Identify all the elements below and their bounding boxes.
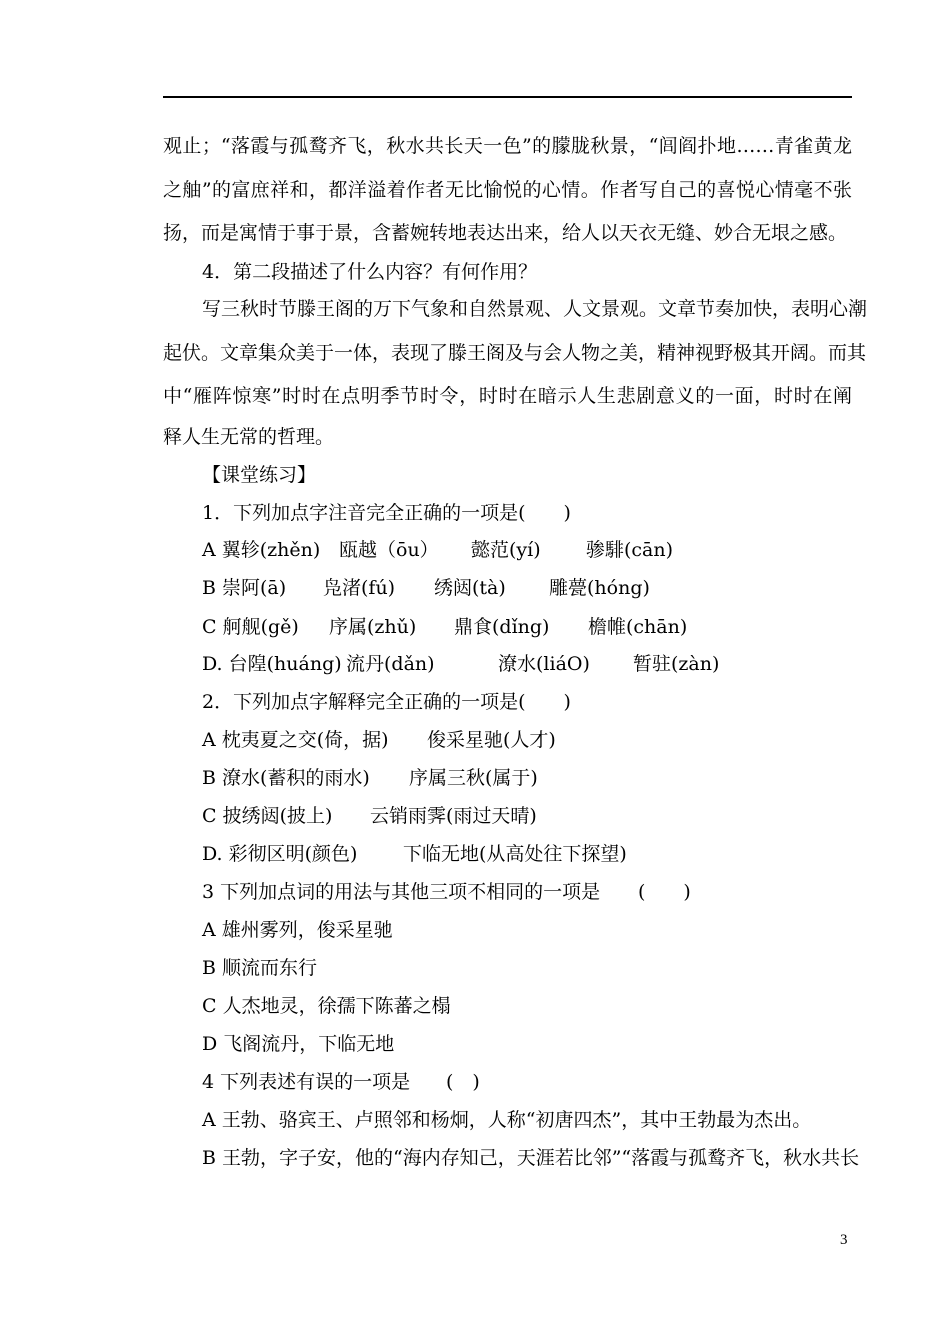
exercise-2-option-a [202, 727, 852, 753]
question-4: 4．第二段描述了什么内容？有何作用？ [202, 261, 538, 283]
exercise-3-option-b: B 顺流而东行 [202, 957, 318, 979]
exercise-4-question [202, 1069, 852, 1095]
option-item: 序属(zhǔ) [329, 616, 417, 638]
exercise-2-option-c [202, 803, 852, 829]
exercise-2-option-d [202, 841, 852, 867]
exercise-3-option-d: D 飞阁流丹，下临无地 [202, 1033, 395, 1055]
option-item: 流丹(dǎn) [346, 653, 435, 675]
answer-line: 之舳”的富庶祥和，都洋溢着作者无比愉悦的心情。作者写自己的喜悦心情毫不张 [163, 179, 852, 201]
question-text: 4 下列表述有误的一项是 [202, 1071, 411, 1093]
answer-bracket: ( ) [446, 1071, 480, 1093]
page-number: 3 [840, 1232, 848, 1248]
option-item: 潦水(liáO) [498, 653, 590, 675]
option-item: D. 彩彻区明(颜色) [202, 843, 358, 865]
option-item: 绣闼(tà) [434, 577, 506, 599]
option-item: 檐帷(chān) [588, 616, 688, 638]
exercise-4-option-a: A 王勃、骆宾王、卢照邻和杨炯，人称“初唐四杰”，其中王勃最为杰出。 [202, 1109, 812, 1131]
option-item: B 崇阿(ā) [202, 577, 287, 599]
exercise-3-option-a: A 雄州雾列，俊采星驰 [202, 919, 393, 941]
exercise-1-option-d [202, 651, 852, 677]
answer-line: 释人生无常的哲理。 [163, 426, 335, 448]
exercise-3-question [202, 879, 852, 905]
exercise-1-question: 1．下列加点字注音完全正确的一项是( ) [202, 502, 571, 524]
question-text: 3 下列加点词的用法与其他三项不相同的一项是 [202, 881, 601, 903]
answer-line: 扬，而是寓情于事于景，含蓄婉转地表达出来，给人以天衣无缝、妙合无垠之感。 [163, 222, 848, 244]
option-item: D. 台隍(huáng) [202, 653, 342, 675]
option-item: B 潦水(蓄积的雨水) [202, 767, 370, 789]
option-item: 序属三秋(属于) [409, 767, 538, 789]
header-rule [163, 96, 852, 98]
option-item: A 翼轸(zhěn) [202, 539, 321, 561]
exercise-1-option-a [202, 537, 852, 563]
option-item: 骖騑(cān) [586, 539, 674, 561]
option-item: A 枕夷夏之交(倚，据) [202, 729, 389, 751]
exercise-4-option-b: B 王勃，字子安，他的“海内存知己，天涯若比邻”“落霞与孤鹜齐飞，秋水共长 [202, 1147, 860, 1169]
option-item: C 披绣闼(披上) [202, 805, 333, 827]
answer-line: 中“雁阵惊寒”时时在点明季节时令，时时在暗示人生悲剧意义的一面，时时在阐 [163, 385, 852, 407]
exercise-1-option-b [202, 575, 852, 601]
answer-line: 起伏。文章集众美于一体，表现了滕王阁及与会人物之美，精神视野极其开阔。而其 [163, 342, 867, 364]
option-item: 俊采星驰(人才) [427, 729, 556, 751]
exercise-2-question: 2．下列加点字解释完全正确的一项是( ) [202, 691, 571, 713]
exercise-3-option-c: C 人杰地灵，徐孺下陈蕃之榻 [202, 995, 451, 1017]
answer-line: 观止；“落霞与孤鹜齐飞，秋水共长天一色”的朦胧秋景，“闾阎扑地……青雀黄龙 [163, 135, 852, 157]
option-item: 雕甍(hóng) [549, 577, 650, 599]
option-item: 下临无地(从高处往下探望) [403, 843, 627, 865]
answer-line: 写三秋时节滕王阁的万下气象和自然景观、人文景观。文章节奏加快，表明心潮 [202, 298, 868, 320]
option-item: C 舸舰(gě) [202, 616, 299, 638]
option-item: 懿范(yí) [471, 539, 541, 561]
option-item: 鼎食(dǐng) [454, 616, 550, 638]
option-item: 暂驻(zàn) [633, 653, 720, 675]
exercise-2-option-b [202, 765, 852, 791]
section-title: 【课堂练习】 [202, 464, 317, 486]
option-item: 云销雨霁(雨过天晴) [370, 805, 537, 827]
answer-bracket: ( ) [638, 881, 691, 903]
exercise-1-option-c [202, 614, 852, 640]
option-item: 凫渚(fú) [323, 577, 396, 599]
option-item: 瓯越（ōu） [339, 539, 439, 561]
